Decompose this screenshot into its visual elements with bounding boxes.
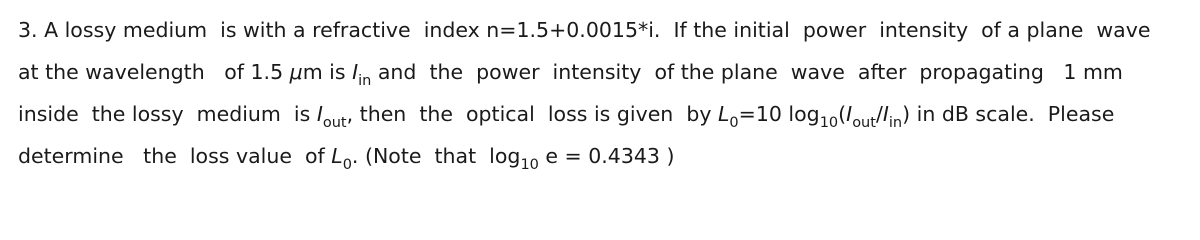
line4-pre: determine the loss value of [18,144,332,168]
problem-line-2 [18,58,1123,89]
line3-pre: inside the lossy medium is [18,102,317,126]
line4-post: e = 0.4343 ) [538,144,675,168]
intensity-symbol: I [882,102,889,126]
problem-line-4 [18,142,675,173]
line3-post: ) in dB scale. Please [902,102,1115,126]
line2-post: and the power intensity of the plane wave after propagating 1 mm [371,60,1123,84]
problem-line-1 [18,16,1150,44]
log-base-subscript: 10 [520,157,539,173]
line2-pre: at the wavelength of 1.5 [18,60,290,84]
division-slash: / [875,102,883,126]
log-expression: =10 log [738,102,820,126]
subscript-zero: 0 [729,115,739,131]
line4-mid: . (Note that log [351,144,521,168]
problem-line-3 [18,100,1115,131]
intensity-symbol: I [316,102,323,126]
loss-symbol: L [331,144,343,168]
subscript-out: out [322,115,347,131]
line1-text: 3. A lossy medium is with a refractive index n=1.5+0.0015*i. If the initial power intensity of a plane wave [18,18,1151,42]
subscript-in: in [358,73,372,89]
line2-m-is: m is [302,60,353,84]
subscript-out: out [852,115,876,131]
log-base-subscript: 10 [819,115,839,131]
subscript-zero: 0 [342,157,352,173]
intensity-symbol: I [846,102,853,126]
subscript-in: in [888,115,903,131]
mu-symbol: μ [289,60,303,84]
loss-symbol: L [718,102,730,126]
intensity-symbol: I [352,60,359,84]
line3-mid: , then the optical loss is given by [346,102,718,126]
open-paren: ( [838,102,847,126]
